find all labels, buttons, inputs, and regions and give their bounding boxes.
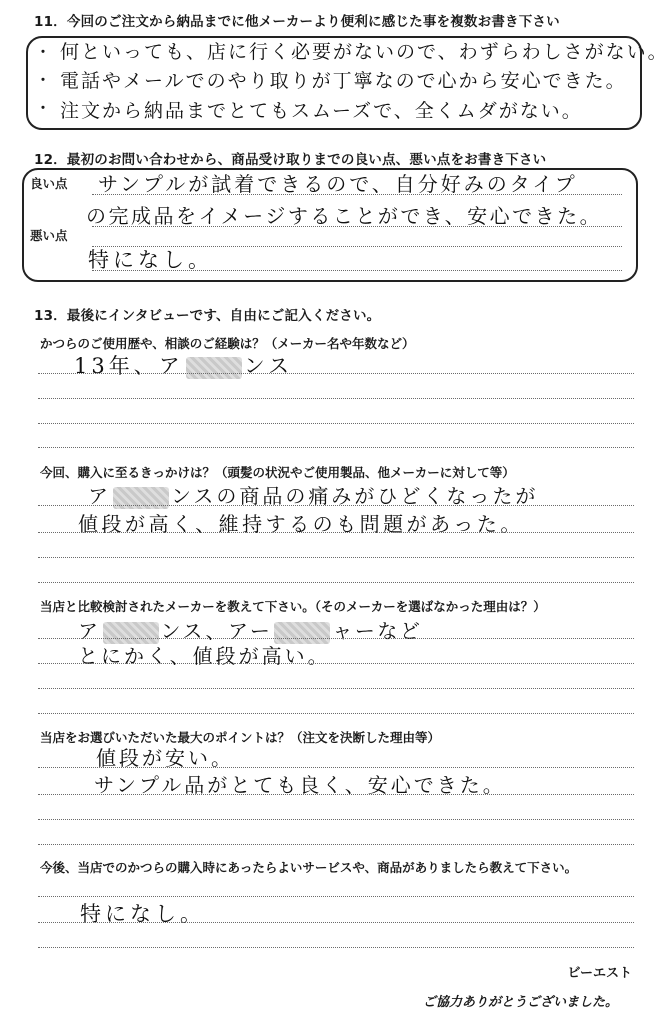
q11-bullet-1: ・	[36, 45, 50, 61]
q13-answer-compared-makers-1-part-2: ンス、アー	[160, 619, 273, 643]
q13-heading: 13．最後にインタビューです、自由にご記入ください。	[34, 308, 381, 324]
q13-item3-rule-4	[38, 713, 634, 714]
q12-heading: 12．最初のお問い合わせから、商品受け取りまでの良い点、悪い点をお書き下さい	[34, 152, 547, 168]
q13-item1-rule-1	[38, 373, 634, 374]
q12-rule-3	[92, 246, 622, 247]
q13-item5-rule-3	[38, 947, 634, 948]
q12-good-answer-2: の完成品をイメージすることができ、安心できた。	[86, 204, 603, 228]
q13-item1-rule-2	[38, 398, 634, 399]
q13-item5-rule-2	[38, 922, 634, 923]
thank-you-message: ご協力ありがとうございました。	[422, 995, 618, 1010]
q13-answer-compared-makers-1-part-1: ア	[78, 619, 101, 643]
q13-answer-usage-history-part-2: ンス	[243, 354, 294, 378]
q11-answer-1: 何といっても、店に行く必要がないので、わずらわしさがない。	[60, 41, 669, 63]
q12-rule-1	[92, 194, 622, 195]
q13-answer-compared-makers-1-part-3: ャーなど	[332, 619, 423, 643]
redaction-block	[186, 357, 242, 379]
q13-item3-rule-3	[38, 688, 634, 689]
q13-question-purchase-reason: 今回、購入に至るきっかけは？（頭髪の状況やご使用製品、他メーカーに対して等）	[40, 465, 515, 480]
q12-rule-2	[92, 226, 622, 227]
q13-question-main-reason: 当店をお選びいただいた最大のポイントは？（注文を決断した理由等）	[40, 730, 441, 745]
q12-rule-4	[92, 270, 622, 271]
q12-good-answer-1: サンプルが試着できるので、自分好みのタイプ	[98, 172, 578, 196]
q13-answer-purchase-reason-1-part-2: ンスの商品の痛みがひどくなったが	[171, 484, 539, 508]
q13-answer-usage-history-part-1: 13年、ア	[74, 354, 184, 378]
q13-answer-future-requests: 特になし。	[80, 902, 205, 926]
q13-item4-rule-4	[38, 844, 634, 845]
q11-heading: 11．今回のご注文から納品までに他メーカーより便利に感じた事を複数お書き下さい	[34, 14, 560, 30]
q13-item3-rule-1	[38, 638, 634, 639]
q13-item2-rule-3	[38, 557, 634, 558]
q13-answer-purchase-reason-2: 値段が高く、維持するのも問題があった。	[78, 512, 524, 536]
q12-good-label: 良い点	[30, 176, 68, 191]
q11-bullet-3: ・	[36, 101, 50, 117]
q12-bad-label: 悪い点	[30, 228, 68, 243]
q13-question-compared-makers: 当店と比較検討されたメーカーを教えて下さい。（そのメーカーを選ばなかった理由は？）	[40, 599, 546, 614]
q13-answer-main-reason-2: サンプル品がとても良く、安心できた。	[94, 773, 506, 797]
q13-answer-purchase-reason-1-part-1: ア	[88, 484, 111, 508]
q13-item2-rule-1	[38, 505, 634, 506]
q13-item4-rule-1	[38, 767, 634, 768]
q13-question-usage-history: かつらのご使用歴や、相談のご経験は？（メーカー名や年数など）	[40, 336, 415, 351]
q11-bullet-2: ・	[36, 73, 50, 89]
q13-question-future-requests: 今後、当店でのかつらの購入時にあったらよいサービスや、商品がありましたら教えて下さい。	[40, 860, 578, 875]
q12-bad-answer: 特になし。	[88, 248, 213, 272]
q13-item1-rule-3	[38, 423, 634, 424]
q13-item1-rule-4	[38, 447, 634, 448]
q11-answer-3: 注文から納品までとてもスムーズで、全くムダがない。	[60, 100, 583, 122]
company-name: ビーエスト	[567, 966, 632, 981]
q13-item4-rule-2	[38, 794, 634, 795]
q13-item2-rule-4	[38, 582, 634, 583]
q13-item5-rule-1	[38, 896, 634, 897]
q13-item3-rule-2	[38, 663, 634, 664]
q13-item2-rule-2	[38, 532, 634, 533]
q13-answer-main-reason-1: 値段が安い。	[96, 746, 234, 770]
q13-item4-rule-3	[38, 819, 634, 820]
q13-answer-compared-makers-2: とにかく、値段が高い。	[78, 644, 331, 668]
q13-answer-usage-history	[74, 350, 293, 380]
q11-answer-2: 電話やメールでのやり取りが丁寧なので心から安心できた。	[60, 70, 627, 92]
